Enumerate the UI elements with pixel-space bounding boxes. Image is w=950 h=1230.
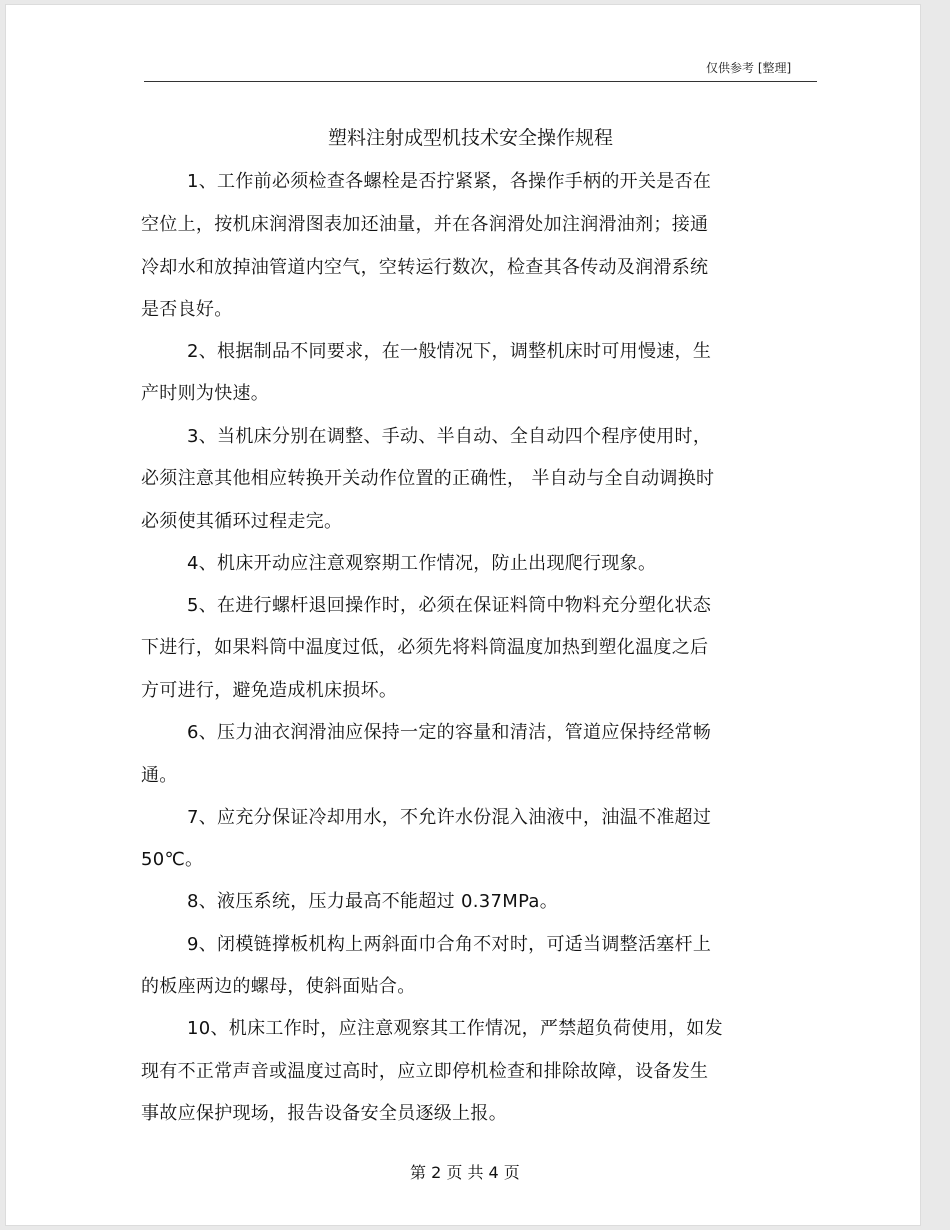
paragraph-line: 现有不正常声音或温度过高时，应立即停机检查和排除故障，设备发生: [141, 1061, 709, 1082]
header-rule: [144, 81, 817, 82]
paragraph-line: 4、机床开动应注意观察期工作情况，防止出现爬行现象。: [187, 553, 657, 574]
document-page: [5, 4, 921, 1226]
paragraph-line: 1、工作前必须检查各螺栓是否拧紧紧，各操作手柄的开关是否在: [187, 171, 712, 192]
paragraph-line: 的板座两边的螺母，使斜面贴合。: [141, 976, 416, 997]
paragraph-line: 7、应充分保证冷却用水，不允许水份混入油液中，油温不准超过: [187, 807, 712, 828]
paragraph-line: 产时则为快速。: [141, 383, 270, 404]
header-note: 仅供参考 [整理]: [706, 61, 792, 75]
page-number-footer: 第 2 页 共 4 页: [410, 1163, 520, 1182]
paragraph-line: 10、机床工作时，应注意观察其工作情况，严禁超负荷使用，如发: [187, 1018, 723, 1039]
paragraph-line: 9、闭模链撑板机构上两斜面巾合角不对时，可适当调整活塞杆上: [187, 934, 712, 955]
paragraph-line: 6、压力油衣润滑油应保持一定的容量和清洁，管道应保持经常畅: [187, 722, 712, 743]
paragraph-line: 3、当机床分别在调整、手动、半自动、全自动四个程序使用时，: [187, 426, 712, 447]
paragraph-line: 通。: [141, 765, 178, 786]
paragraph-line: 方可进行，避免造成机床损坏。: [141, 680, 398, 701]
paragraph-line: 空位上，按机床润滑图表加还油量，并在各润滑处加注润滑油剂；接通: [141, 214, 709, 235]
paragraph-line: 事故应保护现场，报告设备安全员逐级上报。: [141, 1103, 507, 1124]
paragraph-line: 必须使其循环过程走完。: [141, 511, 343, 532]
paragraph-line: 8、液压系统，压力最高不能超过 0.37MPa。: [187, 891, 559, 912]
document-title: 塑料注射成型机技术安全操作规程: [328, 127, 614, 149]
paragraph-line: 50℃。: [141, 849, 204, 870]
paragraph-line: 是否良好。: [141, 299, 233, 320]
paragraph-line: 5、在进行螺杆退回操作时，必须在保证料筒中物料充分塑化状态: [187, 595, 712, 616]
paragraph-line: 必须注意其他相应转换开关动作位置的正确性， 半自动与全自动调换时: [141, 468, 715, 489]
paragraph-line: 2、根据制品不同要求，在一般情况下，调整机床时可用慢速，生: [187, 341, 712, 362]
paragraph-line: 下进行，如果料筒中温度过低，必须先将料筒温度加热到塑化温度之后: [141, 637, 709, 658]
paragraph-line: 冷却水和放掉油管道内空气，空转运行数次，检查其各传动及润滑系统: [141, 257, 709, 278]
